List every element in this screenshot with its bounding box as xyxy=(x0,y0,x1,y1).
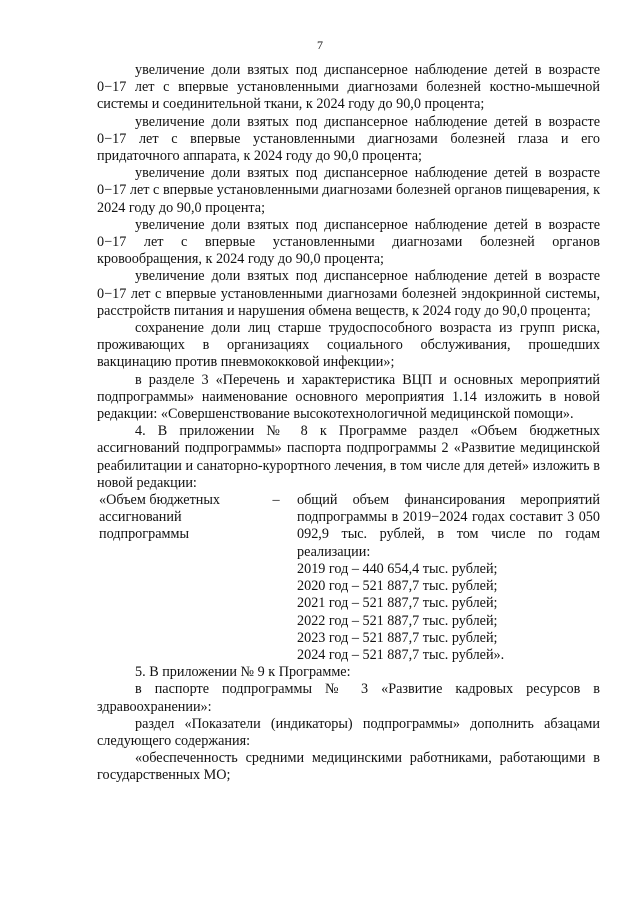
paragraph: увеличение доли взятых под диспансерное наблюдение детей в возрасте 0−17 лет с впервые установленными диагнозами болезней костно-мышечной системы и соединительной ткани, к 2024 году до 90,0 процента; xyxy=(97,62,600,113)
budget-allocation-block xyxy=(97,492,600,664)
budget-year-line: 2021 год – 521 887,7 тыс. рублей; xyxy=(297,595,498,612)
paragraph: увеличение доли взятых под диспансерное наблюдение детей в возрасте 0−17 лет с впервые установленными диагнозами болезней органов пищеварения, к 2024 году до 90,0 процента; xyxy=(97,165,600,216)
page-number: 7 xyxy=(317,38,323,52)
paragraph: 4. В приложении № 8 к Программе раздел «Объем бюджетных ассигнований подпрограммы» паспорта подпрограммы 2 «Развитие медицинской реабилитации и санаторно-курортного лечения, в том числе для детей» изложить в новой редакции: xyxy=(97,423,600,491)
paragraph: сохранение доли лиц старше трудоспособного возраста из групп риска, проживающих в организациях социального обслуживания, прошедших вакцинацию против пневмококковой инфекции»; xyxy=(97,320,600,371)
paragraph: раздел «Показатели (индикаторы) подпрограммы» дополнить абзацами следующего содержания: xyxy=(97,715,600,749)
paragraph: увеличение доли взятых под диспансерное наблюдение детей в возрасте 0−17 лет с впервые установленными диагнозами болезней эндокринной системы, расстройств питания и нарушения обмена веществ, к 2024 году до 90,0 процента; xyxy=(97,268,600,319)
budget-year-line: 2023 год – 521 887,7 тыс. рублей; xyxy=(297,629,498,646)
budget-year-line: 2024 год – 521 887,7 тыс. рублей». xyxy=(297,646,505,663)
budget-year-line: 2022 год – 521 887,7 тыс. рублей; xyxy=(297,612,498,629)
paragraph: «обеспеченность средними медицинскими работниками, работающими в государственных МО; xyxy=(97,750,600,784)
paragraph: в паспорте подпрограммы № 3 «Развитие кадровых ресурсов в здравоохранении»: xyxy=(97,681,600,715)
budget-year-line: 2020 год – 521 887,7 тыс. рублей; xyxy=(297,578,498,595)
budget-content xyxy=(295,492,600,664)
paragraph: 5. В приложении № 9 к Программе: xyxy=(135,664,351,681)
paragraph: увеличение доли взятых под диспансерное наблюдение детей в возрасте 0−17 лет с впервые установленными диагнозами болезней органов кровообращения, к 2024 году до 90,0 процента; xyxy=(97,216,600,268)
budget-lead: общий объем финансирования мероприятий подпрограммы в 2019−2024 годах составит 3 050 092,9 тыс. рублей, в том числе по годам реализации: xyxy=(297,492,600,560)
budget-year-line: 2019 год – 440 654,4 тыс. рублей; xyxy=(297,560,498,577)
budget-dash: – xyxy=(272,492,280,509)
document-body xyxy=(97,62,600,785)
budget-label: «Объем бюджетных ассигнований подпрограммы xyxy=(99,492,221,543)
paragraph: увеличение доли взятых под диспансерное наблюдение детей в возрасте 0−17 лет с впервые установленными диагнозами болезней глаза и его придаточного аппарата, к 2024 году до 90,0 процента; xyxy=(97,113,600,165)
paragraph: в разделе 3 «Перечень и характеристика ВЦП и основных мероприятий подпрограммы» наименование основного мероприятия 1.14 изложить в новой редакции: «Совершенствование высокотехнологичной медицинской помощи». xyxy=(97,371,600,423)
